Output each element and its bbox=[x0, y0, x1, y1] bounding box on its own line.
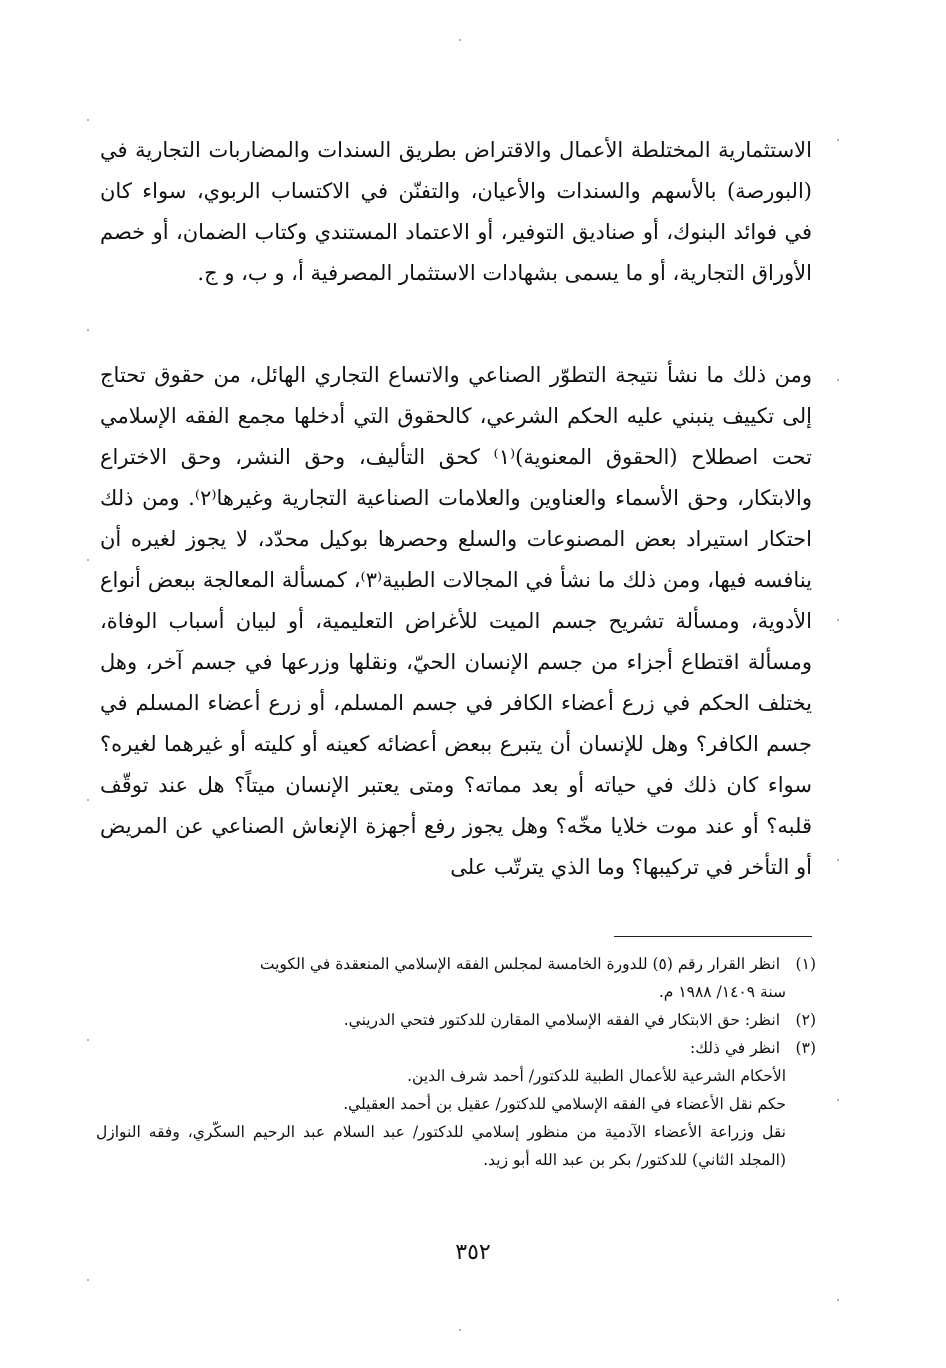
footnote-3-number: (٣) bbox=[795, 1039, 816, 1057]
footnote-3-source-1: الأحكام الشرعية للأعمال الطبية للدكتور/ أحمد شرف الدين. bbox=[407, 1067, 786, 1085]
body-paragraph-2: ومن ذلك ما نشأ نتيجة التطوّر الصناعي والاتساع التجاري الهائل، من حقوق تحتاج إلى تكييف ينبني عليه الحكم الشرعي، كالحقوق التي أدخلها مجمع الفقه الإسلامي تحت اصطلاح (الحقوق المعنوية)⁽١⁾ كحق التأليف، وحق النشر، وحق الاختراع والابتكار، وحق الأسماء والعناوين والعلامات الصناعية التجارية وغيرها⁽٢⁾. ومن ذلك احتكار استيراد بعض المصنوعات والسلع وحصرها بوكيل محدّد، لا يجوز لغيره أن ينافسه فيها، ومن ذلك ما نشأ في المجالات الطبية⁽٣⁾، كمسألة المعالجة ببعض أنواع الأدوية، ومسألة تشريح جسم الميت للأغراض التعليمية، أو لبيان أسباب الوفاة، ومسألة اقتطاع أجزاء من جسم الإنسان الحيّ، ونقلها وزرعها في جسم آخر، وهل يختلف الحكم في زرع أعضاء الكافر في جسم المسلم، أو زرع أعضاء المسلم في جسم الكافر؟ وهل للإنسان أن يتبرع ببعض أعضائه كعينه أو كليته أو غيرهما لغيره؟ سواء كان ذلك في حياته أو بعد مماته؟ ومتى يعتبر الإنسان ميتاً؟ هل عند توقّف قلبه؟ أو عند موت خلايا مخّه؟ وهل يجوز رفع أجهزة الإنعاش الصناعي عن المريض أو التأخر في تركيبها؟ وما الذي يترتّب على bbox=[100, 363, 812, 879]
footnote-1 bbox=[96, 950, 816, 978]
footnote-2-number: (٢) bbox=[795, 1011, 816, 1029]
footnote-1-continuation: سنة ١٤٠٩/ ١٩٨٨ م. bbox=[658, 983, 786, 1001]
footnote-2-text: انظر: حق الابتكار في الفقه الإسلامي المقارن للدكتور فتحي الدريني. bbox=[343, 1011, 780, 1029]
footnote-3-source-3: نقل وزراعة الأعضاء الآدمية من منظور إسلامي للدكتور/ عبد السلام عبد الرحيم السكّري، وفقه النوازل (المجلد الثاني) للدكتور/ بكر بن عبد الله أبو زيد. bbox=[96, 1123, 786, 1169]
footnotes-block bbox=[96, 950, 816, 1174]
footnote-separator bbox=[614, 936, 812, 937]
footnote-3-source-2: حكم نقل الأعضاء في الفقه الإسلامي للدكتور/ عقيل بن أحمد العقيلي. bbox=[343, 1095, 786, 1113]
footnote-3-text: انظر في ذلك: bbox=[690, 1039, 780, 1057]
footnote-1-number: (١) bbox=[795, 955, 816, 973]
footnote-1-text: انظر القرار رقم (٥) للدورة الخامسة لمجلس الفقه الإسلامي المنعقدة في الكويت bbox=[259, 955, 780, 973]
footnote-2 bbox=[96, 1006, 816, 1034]
footnote-3 bbox=[96, 1034, 816, 1062]
body-paragraph-1: الاستثمارية المختلطة الأعمال والاقتراض بطريق السندات والمضاربات التجارية في (البورصة) بالأسهم والسندات والأعيان، والتفنّن في الاكتساب الربوي، سواء كان في فوائد البنوك، أو صناديق التوفير، أو الاعتماد المستندي وكتاب الضمان، أو خصم الأوراق التجارية، أو ما يسمى بشهادات الاستثمار المصرفية أ، و ب، و ج. bbox=[100, 138, 812, 285]
page-number: ٣٥٢ bbox=[455, 1240, 491, 1265]
